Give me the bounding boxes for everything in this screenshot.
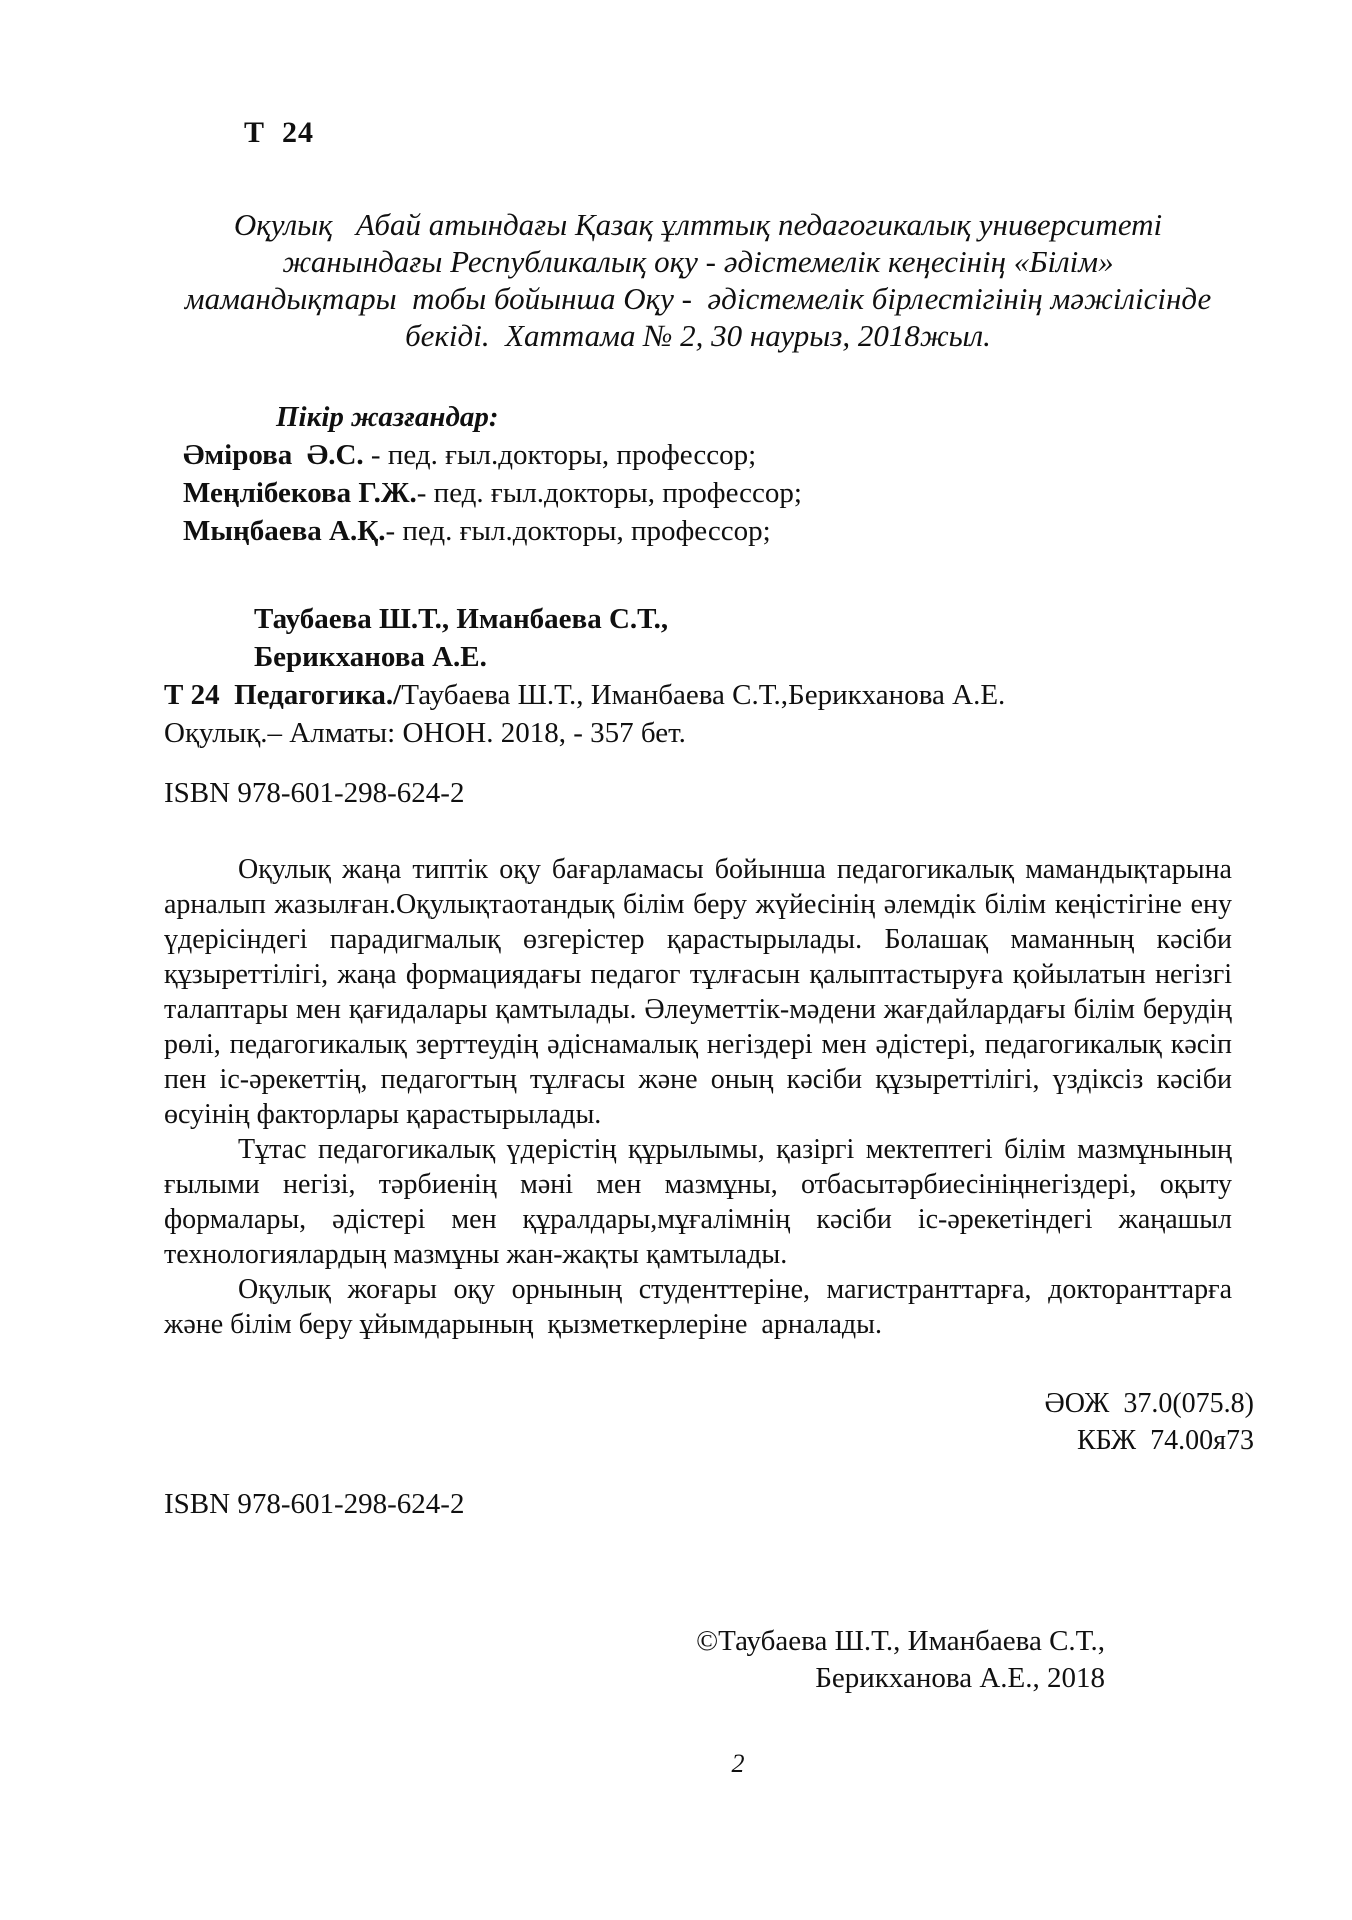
- classification-block: [164, 1385, 1254, 1459]
- annotation: [164, 852, 1239, 1377]
- reviewer-name: Мыңбаева А.Қ.: [183, 515, 386, 547]
- catalog-code: Т 24: [244, 116, 315, 149]
- approval-line: жанындағы Республикалық оқу - әдістемелік кеңесінің «Білім»: [282, 244, 1114, 279]
- reviewer-name: Әмірова Ә.С.: [183, 439, 364, 471]
- reviewer-title: - пед. ғыл.докторы, профессор;: [385, 515, 771, 547]
- reviewer-row: [183, 474, 1232, 512]
- page-number: 2: [731, 1749, 745, 1778]
- approval-line: мамандықтары тобы бойынша Оқу - әдістемелік бірлестігінің мәжілісінде: [184, 281, 1212, 316]
- lbc-code: КБЖ 74.00я73: [1076, 1425, 1254, 1456]
- reviewer-row: [183, 436, 1232, 474]
- isbn-repeat: ISBN 978-601-298-624-2: [164, 1488, 465, 1520]
- reviewers-heading: Пікір жазғандар:: [276, 401, 499, 433]
- annotation-paragraph: Оқулық жаңа типтік оқу бағарламасы бойынша педагогикалық мамандықтарына арналып жазылған.Оқулықтаотандық білім беру жүйесінің әлемдік білім кеңістігіне ену үдерісіндегі парадигмалық өзгерістер қарастырылады. Болашақ маманның кәсіби құзыреттілігі, жаңа формациядағы педагог тұлғасын қалыптастыруға қойылатын негізгі талаптары мен қағидалары қамтылады. Әлеуметтік-мәдени жағдайлардағы білім берудің рөлі, педагогикалық зерттеудің әдіснамалық негіздері мен әдістері, педагогикалық кәсіп пен іс-әрекеттің, педагогтың тұлғасы және оның кәсіби құзыреттілігі, үздіксіз кәсіби өсуінің факторлары қарастырылады.: [164, 854, 1239, 1130]
- isbn: ISBN 978-601-298-624-2: [164, 777, 465, 809]
- catalog-entry-authors: Таубаева Ш.Т., Иманбаева С.Т.,Берикханова А.Е.: [401, 679, 1006, 711]
- reviewers-list: [164, 436, 1232, 550]
- annotation-paragraph: Оқулық жоғары оқу орнының студенттеріне, магистранттарға, докторанттарға және білім беру ұйымдарының қызметкерлеріне арналады.: [164, 1274, 1239, 1340]
- udc-code: ӘОЖ 37.0(075.8): [1044, 1388, 1254, 1419]
- approval-line: бекіді. Хаттама № 2, 30 наурыз, 2018жыл.: [405, 318, 991, 353]
- authors-line: Берикханова А.Е.: [254, 641, 487, 673]
- annotation-paragraph: Тұтас педагогикалық үдерістің құрылымы, қазіргі мектептегі білім мазмұнының ғылыми негізі, тәрбиенің мәні мен мазмұны, отбасытәрбиесініңнегіздері, оқыту формалары, әдістері мен құралдары,мұғалімнің кәсіби іс-әрекетіндегі жаңашыл технологиялардың мазмұны жан-жақты қамтылады.: [164, 1134, 1239, 1270]
- copyright-block: [164, 1623, 1105, 1697]
- catalog-entry-publisher: Оқулық.– Алматы: ОНОН. 2018, - 357 бет.: [164, 717, 686, 749]
- copyright-line: Берикханова А.Е., 2018: [815, 1662, 1105, 1694]
- catalog-entry: [164, 676, 1232, 714]
- catalog-entry-title: Т 24 Педагогика./: [164, 679, 402, 711]
- authors-line: Таубаева Ш.Т., Иманбаева С.Т.,: [254, 603, 669, 635]
- approval-note: [164, 206, 1232, 354]
- reviewer-title: - пед. ғыл.докторы, профессор;: [416, 477, 802, 509]
- authors-block: [254, 600, 1232, 676]
- reviewer-title: - пед. ғыл.докторы, профессор;: [363, 439, 757, 471]
- copyright-line: ©Таубаева Ш.Т., Иманбаева С.Т.,: [696, 1625, 1105, 1657]
- reviewer-name: Меңлібекова Г.Ж.: [183, 477, 417, 509]
- approval-line: Оқулық Абай атындағы Қазақ ұлттық педагогикалық университеті: [233, 207, 1163, 242]
- reviewer-row: [183, 512, 1232, 550]
